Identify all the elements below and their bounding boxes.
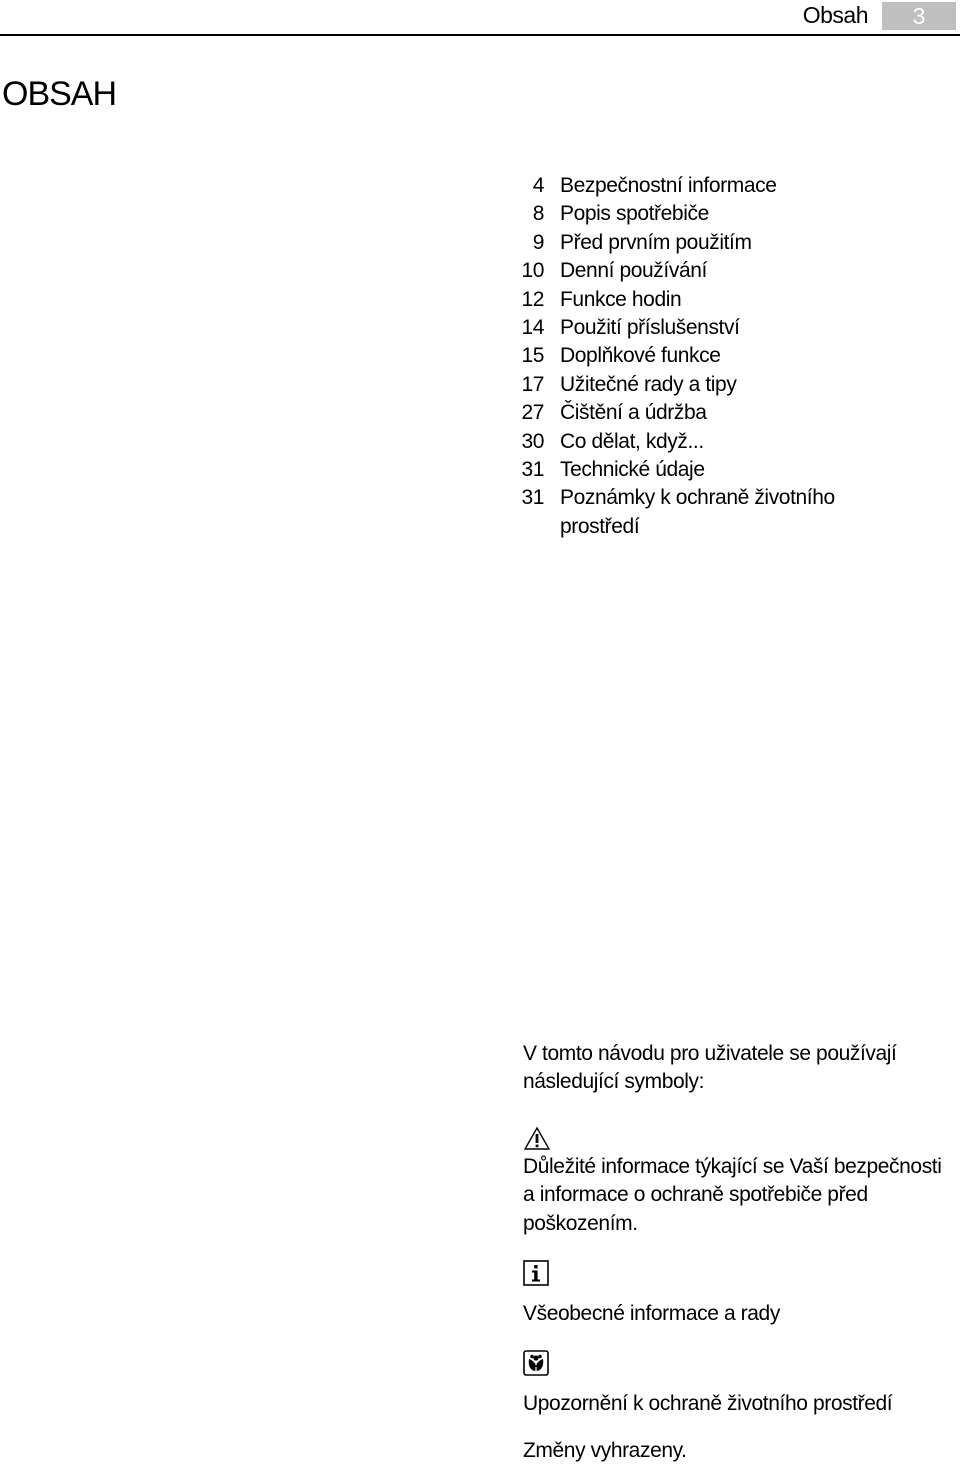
environment-leaf-icon [523, 1350, 551, 1376]
toc-page-number: 4 [532, 174, 544, 197]
warning-description: Důležité informace týkající se Vaší bezpečnosti a informace o ochraně spotřebiče před poškozením. [523, 1154, 942, 1235]
toc-entry[interactable] [500, 172, 940, 200]
toc-page-number: 15 [521, 344, 544, 368]
toc-entry-label: Technické údaje [560, 458, 705, 482]
toc-entry-label: Doplňkové funkce [560, 344, 721, 368]
toc-page-number: 14 [521, 316, 544, 340]
toc-entry-label: Bezpečnostní informace [560, 174, 777, 197]
toc-entry[interactable] [500, 456, 940, 484]
toc-page-number: 17 [521, 372, 544, 396]
toc-entry[interactable] [500, 342, 940, 370]
toc-entry[interactable] [500, 200, 940, 228]
toc-entry[interactable] [500, 484, 940, 541]
header-divider [0, 34, 960, 36]
toc-page-number: 12 [521, 287, 544, 311]
environment-description: Upozornění k ochraně životního prostředí [523, 1392, 893, 1416]
warning-triangle-icon [523, 1125, 551, 1151]
toc-entry[interactable] [500, 257, 940, 285]
toc-entry-label: Co dělat, když... [560, 429, 704, 453]
toc-page-number: 30 [521, 429, 544, 453]
toc-entry-label: Před prvním použitím [560, 230, 752, 254]
toc-entry[interactable] [500, 371, 940, 399]
changes-reserved-note: Změny vyhrazeny. [523, 1438, 687, 1462]
toc-entry-label: Funkce hodin [560, 287, 682, 311]
toc-entry-label: Popis spotřebiče [560, 202, 709, 226]
toc-entry[interactable] [500, 229, 940, 257]
toc-entry-label: Použití příslušenství [560, 316, 740, 340]
running-header-title: Obsah [802, 2, 868, 28]
toc-entry-label: Užitečné rady a tipy [560, 372, 737, 396]
info-description: Všeobecné informace a rady [523, 1302, 780, 1326]
toc-entry[interactable] [500, 399, 940, 427]
toc-entry-label: Poznámky k ochraně životního prostředí [560, 486, 835, 538]
toc-entry-label: Čištění a údržba [560, 401, 707, 425]
page-number-badge: 3 [882, 2, 956, 30]
toc-page-number: 8 [532, 202, 544, 226]
toc-page-number: 31 [521, 458, 544, 482]
toc-entry-label: Denní používání [560, 259, 707, 283]
symbols-legend [523, 1040, 943, 1465]
toc-page-number: 10 [521, 259, 544, 283]
toc-page-number: 27 [521, 401, 544, 425]
toc-entry[interactable] [500, 314, 940, 342]
symbols-intro: V tomto návodu pro uživatele se používají následující symboly: [523, 1042, 897, 1094]
toc-entry[interactable] [500, 428, 940, 456]
toc-page-number: 9 [532, 230, 544, 254]
toc-page-number: 31 [521, 486, 544, 510]
section-title: OBSAH [2, 75, 117, 113]
table-of-contents [500, 172, 940, 541]
info-icon [523, 1260, 551, 1286]
toc-entry[interactable] [500, 286, 940, 314]
